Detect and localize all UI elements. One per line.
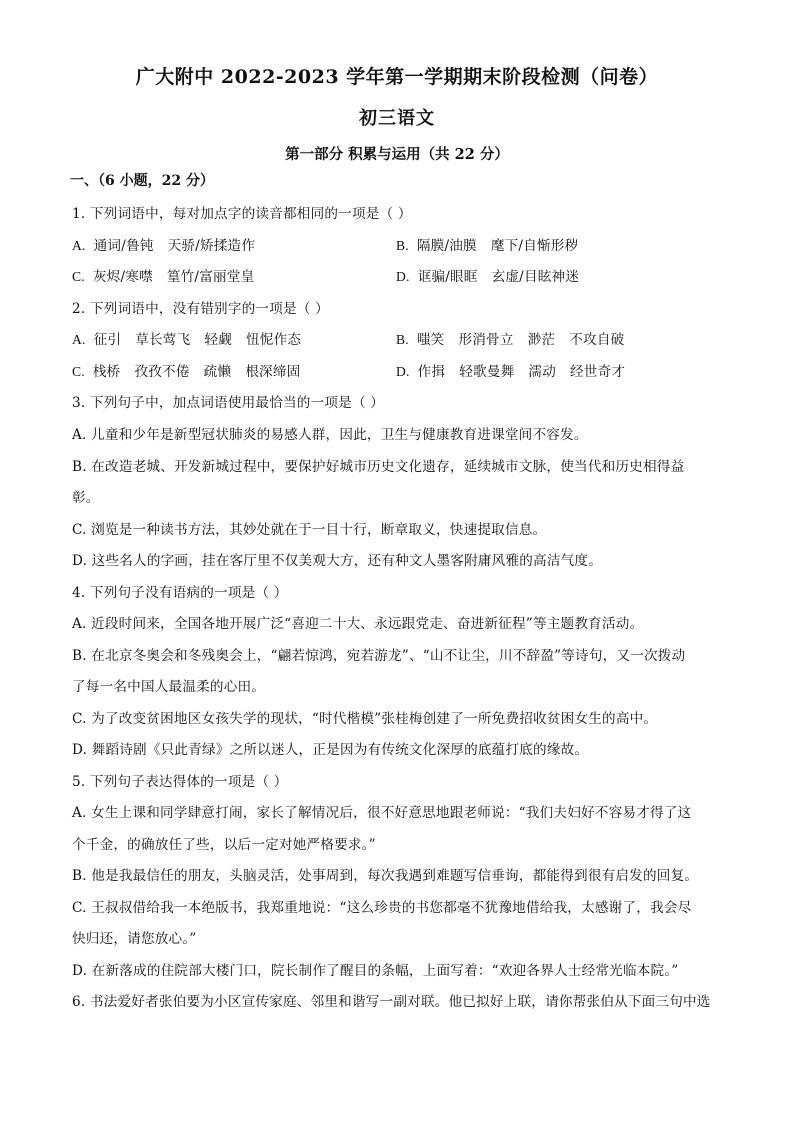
exam-title: 广大附中 2022-2023 学年第一学期期末阶段检测（问卷） — [135, 66, 659, 88]
question-4-option-b: B. 在北京冬奥会和冬残奥会上，“翩若惊鸿，宛若游龙”、“山不让尘，川不辞盈”等诗句，又一次拨动 — [72, 648, 686, 664]
section-heading: 一、（6 小题，22 分） — [70, 173, 214, 189]
question-5-option-c: C. 王叔叔借给我一本绝版书，我郑重地说：“这么珍贵的书您都毫不犹豫地借给我，太感谢了，我会尽 — [72, 900, 692, 916]
question-5-option-c-continued: 快归还，请您放心。” — [72, 931, 197, 947]
question-4-option-c: C. 为了改变贫困地区女孩失学的现状，“时代楷模”张桂梅创建了一所免费招收贫困女生的高中。 — [72, 711, 658, 727]
question-5-option-a: A. 女生上课和同学肆意打闹，家长了解情况后，很不好意思地跟老师说：“我们夫妇好不容易才得了这 — [72, 805, 692, 821]
question-4-option-b-continued: 了每一名中国人最温柔的心田。 — [72, 679, 266, 695]
question-5-option-d: D. 在新落成的住院部大楼门口，院长制作了醒目的条幅，上面写着：“欢迎各界人士经常光临本院。” — [72, 963, 679, 979]
question-2-option-b: B. 嗤笑 形消骨立 渺茫 不攻自破 — [396, 332, 625, 348]
question-4-option-a: A. 近段时间来，全国各地开展广泛“喜迎二十大、永远跟党走、奋进新征程”等主题教育活动。 — [72, 616, 644, 632]
question-3-option-b: B. 在改造老城、开发新城过程中，要保护好城市历史文化遗存，延续城市文脉，使当代和历史相得益 — [72, 459, 685, 475]
question-5-stem: 5. 下列句子表达得体的一项是（ ） — [72, 774, 288, 790]
question-3-stem: 3. 下列句子中，加点词语使用最恰当的一项是（ ） — [72, 395, 385, 411]
question-6-stem: 6. 书法爱好者张伯要为小区宣传家庭、邻里和谐写一副对联。他已拟好上联，请你帮张伯从下面三句中选 — [72, 994, 711, 1010]
question-3-option-b-continued: 彰。 — [72, 490, 100, 506]
question-2-stem: 2. 下列词语中，没有错别字的一项是（ ） — [72, 301, 329, 317]
question-1-option-a: A. 通词/鲁钝 天骄/矫揉造作 — [72, 238, 256, 254]
question-2-option-d: D. 作揖 轻歌曼舞 濡动 经世奇才 — [396, 364, 626, 380]
question-2-option-c: C. 栈桥 孜孜不倦 疏懒 根深缔固 — [72, 364, 301, 380]
question-3-option-a: A. 儿童和少年是新型冠状肺炎的易感人群，因此，卫生与健康教育进课堂间不容发。 — [72, 427, 588, 443]
question-4-option-d: D. 舞蹈诗剧《只此青绿》之所以迷人，正是因为有传统文化深厚的底蕴打底的缘故。 — [72, 742, 589, 758]
question-1-option-b: B. 隔膜/油膜 麾下/自惭形秽 — [396, 238, 579, 254]
question-1-option-c: C. 灰烬/寒噤 篁竹/富丽堂皇 — [72, 269, 255, 285]
question-4-stem: 4. 下列句子没有语病的一项是（ ） — [72, 585, 288, 601]
question-3-option-d: D. 这些名人的字画，挂在客厅里不仅美观大方，还有种文人墨客附庸风雅的高洁气度。 — [72, 553, 603, 569]
question-1-stem: 1. 下列词语中，每对加点字的读音都相同的一项是（ ） — [72, 206, 412, 222]
question-5-option-a-continued: 个千金，的确放任了些，以后一定对她严格要求。” — [72, 837, 376, 853]
question-3-option-c: C. 浏览是一种读书方法，其妙处就在于一目十行，断章取义，快速提取信息。 — [72, 522, 547, 538]
question-5-option-b: B. 他是我最信任的朋友，头脑灵活，处事周到，每次我遇到难题写信垂询，都能得到很有启发的回复。 — [72, 868, 699, 884]
question-2-option-a: A. 征引 草长莺飞 轻觑 忸怩作态 — [72, 332, 302, 348]
question-1-option-d: D. 诓骗/眼眶 玄虚/目眩神迷 — [396, 269, 580, 285]
exam-subject: 初三语文 — [359, 108, 435, 129]
part-heading: 第一部分 积累与运用（共 22 分） — [285, 146, 509, 163]
